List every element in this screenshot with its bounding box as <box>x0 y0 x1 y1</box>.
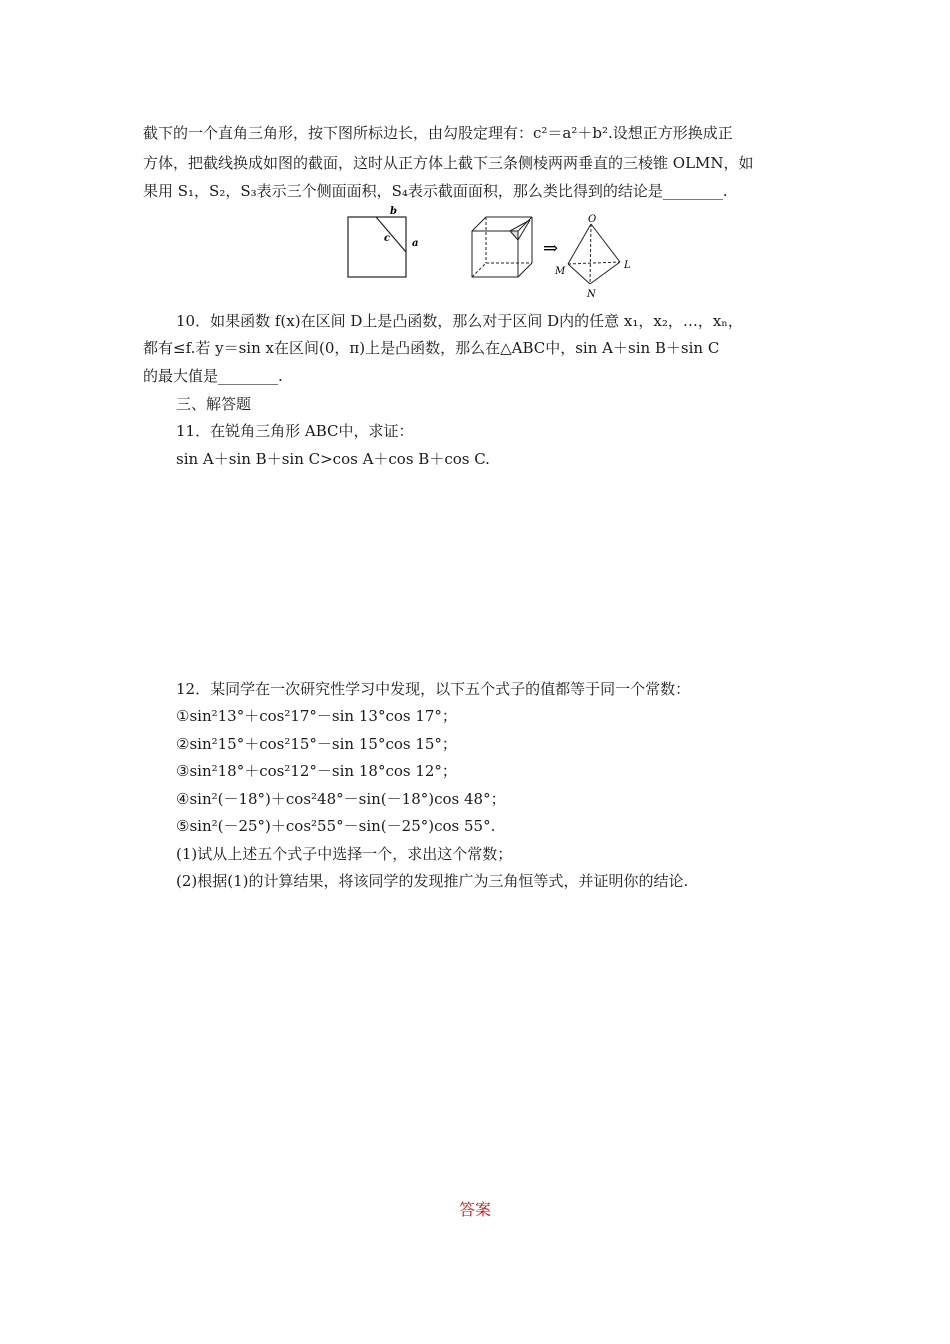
q12-item-2: ②sin²15°＋cos²15°－sin 15°cos 15°； <box>176 735 457 753</box>
section-header-answer-questions: 三、解答题 <box>176 395 252 413</box>
q12-part-2: (2)根据(1)的计算结果，将该同学的发现推广为三角恒等式，并证明你的结论. <box>176 872 689 890</box>
q11-text-line-2: sin A＋sin B＋sin C>cos A＋cos B＋cos C. <box>176 450 490 468</box>
implies-arrow: ⇒ <box>543 238 559 259</box>
vertex-label-l: L <box>624 260 631 271</box>
q12-item-4: ④sin²(－18°)＋cos²48°－sin(－18°)cos 48°； <box>176 790 506 808</box>
square-shape <box>348 217 406 277</box>
q10-text-line-3: 的最大值是________. <box>143 367 283 385</box>
vertex-label-m: M <box>555 266 566 277</box>
q12-part-1: (1)试从上述五个式子中选择一个，求出这个常数； <box>176 845 513 863</box>
answer-link[interactable]: 答案 <box>458 1200 491 1219</box>
q11-text-line-1: 11．在锐角三角形 ABC中，求证： <box>176 422 414 440</box>
square-label-c: c <box>384 233 391 244</box>
q12-item-3: ③sin²18°＋cos²12°－sin 18°cos 12°； <box>176 762 457 780</box>
square-label-a: a <box>412 238 419 249</box>
q10-text-line-1: 10．如果函数 f(x)在区间 D上是凸函数，那么对于区间 D内的任意 x₁，x₂，…，xₙ， <box>176 312 743 330</box>
square-label-b: b <box>390 206 397 217</box>
vertex-label-o: O <box>588 214 597 225</box>
geometry-figure <box>340 202 640 307</box>
q9-text-line-1: 截下的一个直角三角形，按下图所标边长，由勾股定理有：c²＝a²＋b².设想正方形换成正 <box>143 124 733 142</box>
tetrahedron-shape <box>568 224 620 284</box>
vertex-label-n: N <box>587 289 596 300</box>
q12-item-5: ⑤sin²(－25°)＋cos²55°－sin(－25°)cos 55°. <box>176 817 496 835</box>
cube-shape <box>472 217 532 277</box>
q10-text-line-2: 都有≤f.若 y＝sin x在区间(0，π)上是凸函数，那么在△ABC中，sin A＋sin B＋sin C <box>143 339 720 357</box>
square-cut-line <box>376 217 406 252</box>
q12-intro: 12．某同学在一次研究性学习中发现，以下五个式子的值都等于同一个常数： <box>176 680 691 698</box>
q9-figure <box>340 202 640 307</box>
q12-item-1: ①sin²13°＋cos²17°－sin 13°cos 17°； <box>176 707 457 725</box>
q9-text-line-2: 方体，把截线换成如图的截面，这时从正方体上截下三条侧棱两两垂直的三棱锥 OLMN，如 <box>143 154 754 172</box>
q9-text-line-3: 果用 S₁，S₂，S₃表示三个侧面面积，S₄表示截面面积，那么类比得到的结论是________. <box>143 182 728 200</box>
